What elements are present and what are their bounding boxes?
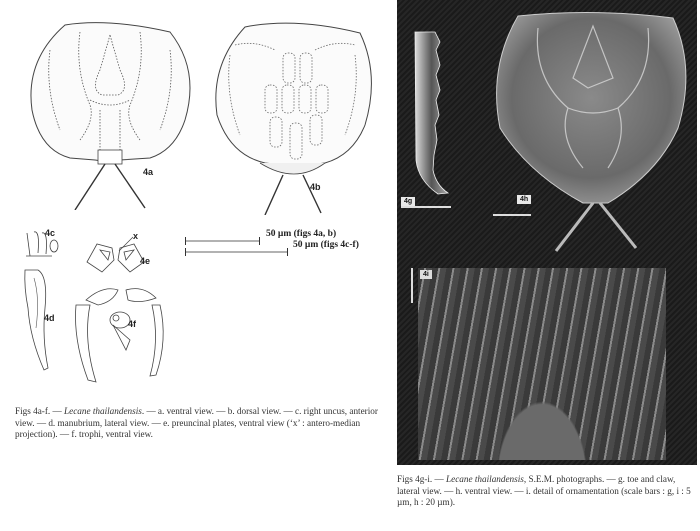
figure-4i-ornamentation-photo bbox=[418, 268, 666, 460]
label-4g: 4g bbox=[401, 197, 415, 206]
scale-bar-4ab-label: 50 µm (figs 4a, b) bbox=[266, 229, 337, 239]
preuncinal-plates-illustration bbox=[82, 232, 152, 277]
scale-bar-4cf-label: 50 µm (figs 4c-f) bbox=[293, 240, 359, 250]
scale-bar-4ab bbox=[185, 232, 260, 240]
caption-body: . — a. ventral view. — b. dorsal view. — c. right uncus, anterior view. — d. manubrium, lateral view. — e. preuncinal plates, ventral view (‘x’ : antero-median projection). — f. trophi, ventral view. bbox=[15, 406, 378, 439]
label-4b: 4b bbox=[310, 182, 321, 192]
label-4f: 4f bbox=[128, 319, 137, 329]
caption-body: , S.E.M. photographs. — g. toe and claw, lateral view. — h. ventral view. — i. detail of ornamentation (scale bars : g, i : 5 µm, h : 20 µm). bbox=[397, 474, 691, 507]
caption-figs-4a-f bbox=[15, 406, 390, 441]
label-4c: 4c bbox=[45, 228, 56, 238]
label-4h: 4h bbox=[517, 195, 531, 204]
figure-4a-ventral-drawing bbox=[20, 10, 195, 210]
trophi-illustration bbox=[68, 280, 178, 390]
label-x-projection: x bbox=[133, 231, 139, 241]
scale-bar-4g bbox=[401, 206, 451, 208]
label-4d: 4d bbox=[44, 313, 55, 323]
uncus-illustration bbox=[22, 228, 62, 258]
label-4a: 4a bbox=[143, 167, 154, 177]
label-4e: 4e bbox=[140, 256, 151, 266]
figure-4g-toe-claw-photo bbox=[408, 30, 458, 195]
caption-figs-4g-i bbox=[397, 474, 697, 509]
caption-prefix: Figs 4a-f. — bbox=[15, 406, 64, 416]
caption-species: Lecane thailandensis bbox=[64, 406, 142, 416]
figure-4e-preuncinal-plates-drawing bbox=[82, 232, 152, 277]
scale-bar-4h bbox=[493, 214, 531, 216]
caption-species: Lecane thailandensis bbox=[446, 474, 524, 484]
lorica-dorsal-illustration bbox=[205, 15, 380, 215]
figure-4h-ventral-photo bbox=[488, 8, 693, 253]
figure-4b-dorsal-drawing bbox=[205, 15, 380, 215]
lorica-ventral-illustration bbox=[20, 10, 195, 210]
figure-4f-trophi-drawing bbox=[68, 280, 178, 390]
scale-bar-4cf bbox=[185, 243, 288, 251]
lorica-ventral-sem-image bbox=[488, 8, 693, 253]
leader-line-x bbox=[118, 236, 134, 252]
scale-bar-4i bbox=[411, 268, 413, 303]
caption-prefix: Figs 4g-i. — bbox=[397, 474, 447, 484]
label-4i: 4i bbox=[420, 270, 432, 279]
figure-4c-uncus-drawing bbox=[22, 228, 62, 258]
toe-claw-image bbox=[408, 30, 458, 195]
